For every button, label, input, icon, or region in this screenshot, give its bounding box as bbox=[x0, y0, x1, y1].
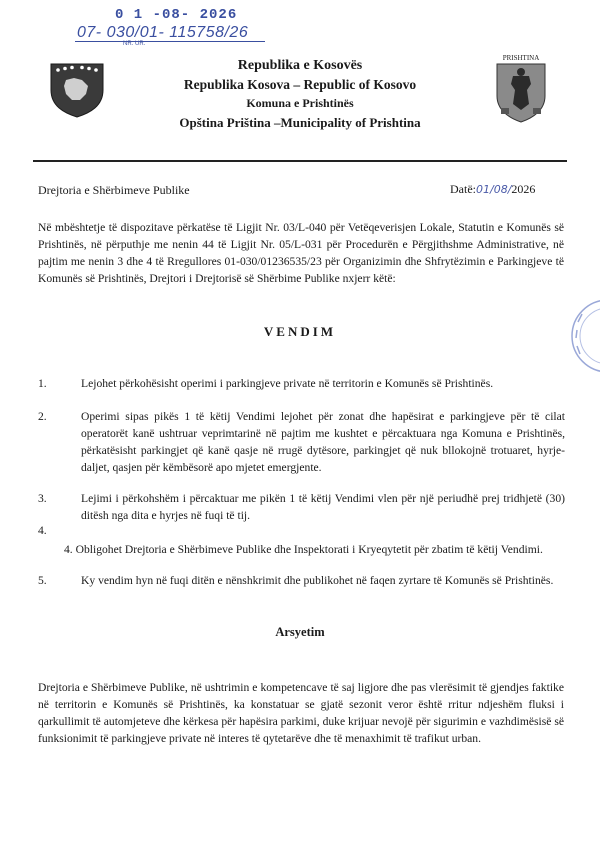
item-text: Ky vendim hyn në fuqi ditën e nënshkrimit dhe publikohet në faqen zyrtare të Komunës së Prishtinës. bbox=[81, 574, 554, 587]
date-year: 2026 bbox=[511, 182, 536, 196]
registration-number: 07- 030/01- 115758/26 bbox=[77, 24, 249, 41]
document-date bbox=[450, 182, 535, 197]
decision-item-3 bbox=[38, 490, 565, 524]
decision-item-5 bbox=[38, 572, 565, 589]
header-line-1: Republika e Kosovës bbox=[237, 58, 363, 73]
decision-item-1 bbox=[38, 375, 565, 392]
decision-item-2 bbox=[38, 408, 565, 478]
reasoning-text: Drejtoria e Shërbimeve Publike, në ushtrimin e kompetencave të saj ligjore dhe pas vlerësimit të gjendjes faktike në territorin e Komunës së Prishtinës, ka konstatuar se gjatë sezonit veror është rritur ndjeshëm fluksi i qarkullimit të automjeteve dhe kërkesa për hapësira parkimi, duke krijuar nevojë për sigurimin e vazhdimësisë së funksionimit të parkingjeve private në interes të qytetarëve dhe të menaxhimit të trafikut urban. bbox=[38, 681, 564, 745]
header-line-2: Republika Kosova – Republic of Kosovo bbox=[183, 77, 417, 92]
item-text: Lejohet përkohësisht operimi i parkingjeve private në territorin e Komunës së Prishtinës. bbox=[81, 377, 494, 390]
item-number: 1. bbox=[38, 377, 47, 390]
date-label: Datë: bbox=[450, 182, 476, 196]
registration-date: 0 1 -08- 2026 bbox=[115, 7, 238, 23]
item-number: 5. bbox=[38, 574, 47, 587]
decision-item-4-text: 4. Obligohet Drejtoria e Shërbimeve Publike dhe Inspektorati i Kryeqytetit për zbatim të këtij Vendimi. bbox=[64, 543, 543, 556]
header-line-3: Komuna e Prishtinës bbox=[246, 96, 354, 110]
registration-underline bbox=[75, 41, 265, 42]
item-number: 3. bbox=[38, 492, 47, 505]
decision-item-4-number: 4. bbox=[38, 524, 47, 537]
item-number: 2. bbox=[38, 410, 47, 423]
registration-stamp bbox=[75, 4, 275, 48]
decision-title: VENDIM bbox=[263, 324, 337, 339]
kosovo-coat-of-arms-icon bbox=[48, 58, 106, 118]
item-text: Lejimi i përkohshëm i përcaktuar me pikën 1 të këtij Vendimi vlen për një periudhë prej tridhjetë (30) ditësh nga dita e hyrjes në fuqi të tij. bbox=[81, 492, 565, 522]
reasoning-title: Arsyetim bbox=[275, 625, 325, 639]
office-seal-partial-icon bbox=[568, 296, 600, 376]
header-line-4: Opština Priština –Municipality of Prishtina bbox=[179, 115, 421, 130]
registration-caption: NR. UR. bbox=[123, 41, 146, 47]
prishtina-crest-icon bbox=[493, 52, 549, 124]
header-divider bbox=[33, 160, 567, 162]
legal-preamble: Në mbështetje të dispozitave përkatëse të Ligjit Nr. 03/L-040 për Vetëqeverisjen Lokale, Statutin e Komunës së Prishtinës, në përputhje me nenin 44 të Ligjit Nr. 05/L-031 për Procedurën e Përgjithshme Administrative, në pajtim me nenin 3 dhe 4 të Rregullores 01-030/01236535/23 për Organizimin dhe Shfrytëzimin e Parkingjeve të Komunës së Prishtinës, Drejtori i Drejtorisë së Shërbime Publike nxjerr këtë: bbox=[38, 221, 564, 285]
date-handwritten: 01/08/ bbox=[476, 183, 512, 196]
item-text: Operimi sipas pikës 1 të këtij Vendimi lejohet për zonat dhe hapësirat e parkingjeve për të cilat operatorët kanë ushtruar veprimtarinë në pajtim me kushtet e përcaktuara nga Komuna e Prishtinës, përkatësisht parkingjet që kanë qasje në rrugë dytësore, parkingjet që nuk bllokojnë trotuaret, hyrje-daljet, qasjen për këmbësorë apo mjetet emergjente. bbox=[81, 410, 565, 474]
department-name: Drejtoria e Shërbimeve Publike bbox=[38, 183, 190, 197]
letterhead bbox=[150, 57, 450, 132]
crest-label: PRISHTINA bbox=[502, 54, 540, 62]
